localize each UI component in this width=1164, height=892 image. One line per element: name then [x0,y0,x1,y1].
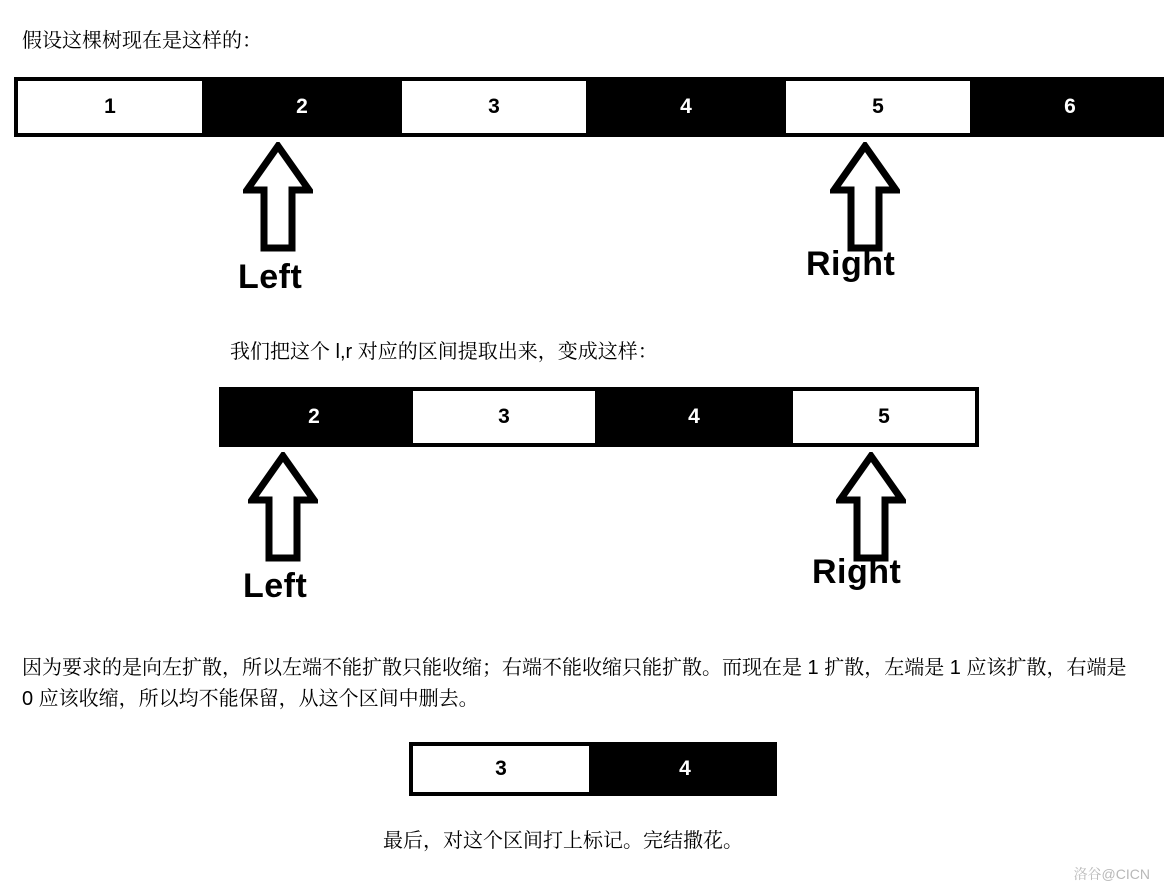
tree-cell: 5 [782,77,974,137]
right-pointer-arrow-mid [836,452,906,562]
tree-cell: 1 [14,77,206,137]
interval-cell: 3 [409,387,599,447]
right-pointer-label-mid: Right [812,553,902,591]
tree-cell: 3 [398,77,590,137]
caption-intro: 假设这棵树现在是这样的： [22,30,262,52]
extracted-interval-row [219,387,979,447]
right-pointer-arrow-top [830,142,900,252]
caption-explain: 因为要求的是向左扩散，所以左端不能扩散只能收缩；右端不能收缩只能扩散。而现在是 1 扩散，左端是 1 应该扩散，右端是 0 应该收缩，所以均不能保留，从这个区间中删去。 [22,657,1133,710]
full-tree-row [14,77,1164,137]
left-pointer-arrow-mid [248,452,318,562]
tree-cell: 6 [974,77,1164,137]
interval-cell: 2 [219,387,409,447]
left-pointer-label-top: Left [238,258,303,296]
interval-cell: 5 [789,387,979,447]
caption-final: 最后，对这个区间打上标记。完结撒花。 [383,830,743,852]
tree-cell: 2 [206,77,398,137]
final-cell: 3 [409,742,593,796]
right-pointer-label-top: Right [806,245,896,283]
tree-cell: 4 [590,77,782,137]
left-pointer-label-mid: Left [243,567,308,605]
final-cell: 4 [593,742,777,796]
left-pointer-arrow-top [243,142,313,252]
caption-extract: 我们把这个 l,r 对应的区间提取出来，变成这样： [230,341,658,363]
watermark: 洛谷@CICN [1073,866,1150,882]
final-interval-row [409,742,777,796]
interval-cell: 4 [599,387,789,447]
